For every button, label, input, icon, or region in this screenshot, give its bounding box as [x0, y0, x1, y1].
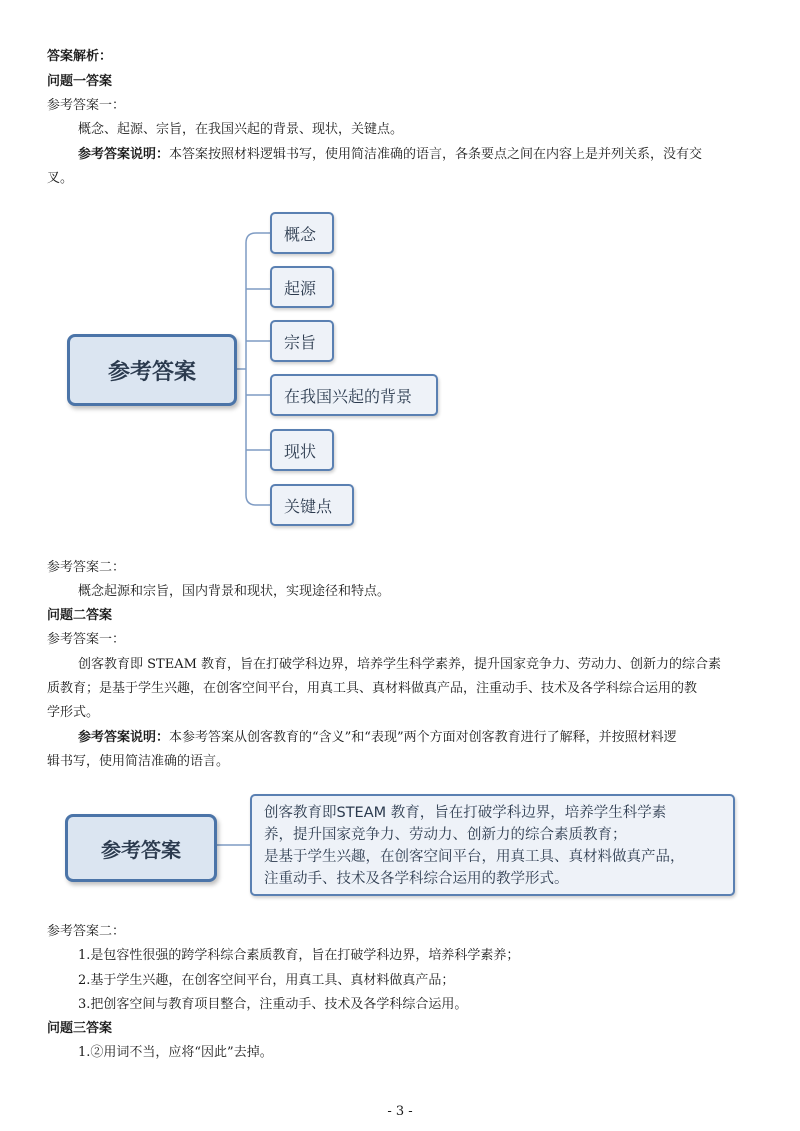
q2-note — [78, 729, 677, 747]
q1-ans1-text: 概念、起源、宗旨，在我国兴起的背景、现状，关键点。 — [78, 122, 404, 137]
section-heading: 答案解析： — [47, 49, 113, 64]
mindmap-q1-branch-origin: 起源 — [270, 266, 334, 308]
mindmap-q2-line: 创客教育即STEAM 教育，旨在打破学科边界，培养学生科学素 — [264, 805, 667, 821]
q1-note-text: 本答案按照材料逻辑书写，使用简洁准确的语言，各条要点之间在内容上是并列关系，没有交 — [169, 147, 703, 162]
mindmap-q1-center: 参考答案 — [67, 334, 237, 406]
q2-title: 问题二答案 — [47, 608, 113, 623]
mindmap-q2-line: 是基于学生兴趣，在创客空间平台，用真工具、真材料做真产品， — [264, 849, 685, 865]
q2-ans2-item: 3.把创客空间与教育项目整合，注重动手、技术及各学科综合运用。 — [78, 997, 468, 1012]
q2-ans2-item: 2.基于学生兴趣，在创客空间平台，用真工具、真材料做真产品； — [78, 973, 455, 988]
mindmap-q2-line: 注重动手、技术及各学科综合运用的教学形式。 — [264, 871, 569, 887]
mindmap-q1-branch-status: 现状 — [270, 429, 334, 471]
mindmap-q2-center: 参考答案 — [65, 814, 217, 882]
q3-item: 1.②用词不当，应将“因此”去掉。 — [78, 1045, 273, 1060]
q2-ans1-line: 学形式。 — [47, 705, 100, 720]
q1-ans1-label: 参考答案一： — [47, 98, 126, 113]
q1-ans2-label: 参考答案二： — [47, 560, 126, 575]
q1-title: 问题一答案 — [47, 74, 113, 89]
q2-ans2-label: 参考答案二： — [47, 924, 126, 939]
mindmap-q1-connectors — [0, 0, 800, 540]
q2-ans1-line: 质教育；是基于学生兴趣，在创客空间平台，用真工具、真材料做真产品，注重动手、技术及各学科综合运用的教 — [47, 681, 698, 696]
mindmap-q2-definition-box — [250, 794, 735, 896]
q3-title: 问题三答案 — [47, 1021, 113, 1036]
page-number: - 3 - — [387, 1104, 413, 1119]
mindmap-q1-branch-background: 在我国兴起的背景 — [270, 374, 438, 416]
q2-ans1-line: 创客教育即 STEAM 教育，旨在打破学科边界，培养学生科学素养，提升国家竞争力、劳动力、创新力的综合素 — [78, 657, 722, 672]
mindmap-q1-branch-concept: 概念 — [270, 212, 334, 254]
mindmap-q2-line: 养，提升国家竞争力、劳动力、创新力的综合素质教育； — [264, 827, 627, 843]
q2-ans2-item: 1.是包容性很强的跨学科综合素质教育，旨在打破学科边界，培养科学素养； — [78, 948, 520, 963]
q2-note-label: 参考答案说明： — [78, 730, 170, 745]
q2-ans1-label: 参考答案一： — [47, 632, 126, 647]
mindmap-q2 — [0, 780, 800, 910]
mindmap-q1-branch-keypoints: 关键点 — [270, 484, 354, 526]
mindmap-q1 — [0, 0, 800, 540]
q2-note-cont: 辑书写，使用简洁准确的语言。 — [47, 754, 230, 769]
mindmap-q1-branch-purpose: 宗旨 — [270, 320, 334, 362]
q1-ans2-text: 概念起源和宗旨，国内背景和现状，实现途径和特点。 — [78, 584, 391, 599]
q1-note-label: 参考答案说明： — [78, 147, 170, 162]
q1-note-cont: 叉。 — [47, 171, 74, 186]
q2-note-text: 本参考答案从创客教育的“含义”和“表现”两个方面对创客教育进行了解释，并按照材料逻 — [169, 730, 677, 745]
